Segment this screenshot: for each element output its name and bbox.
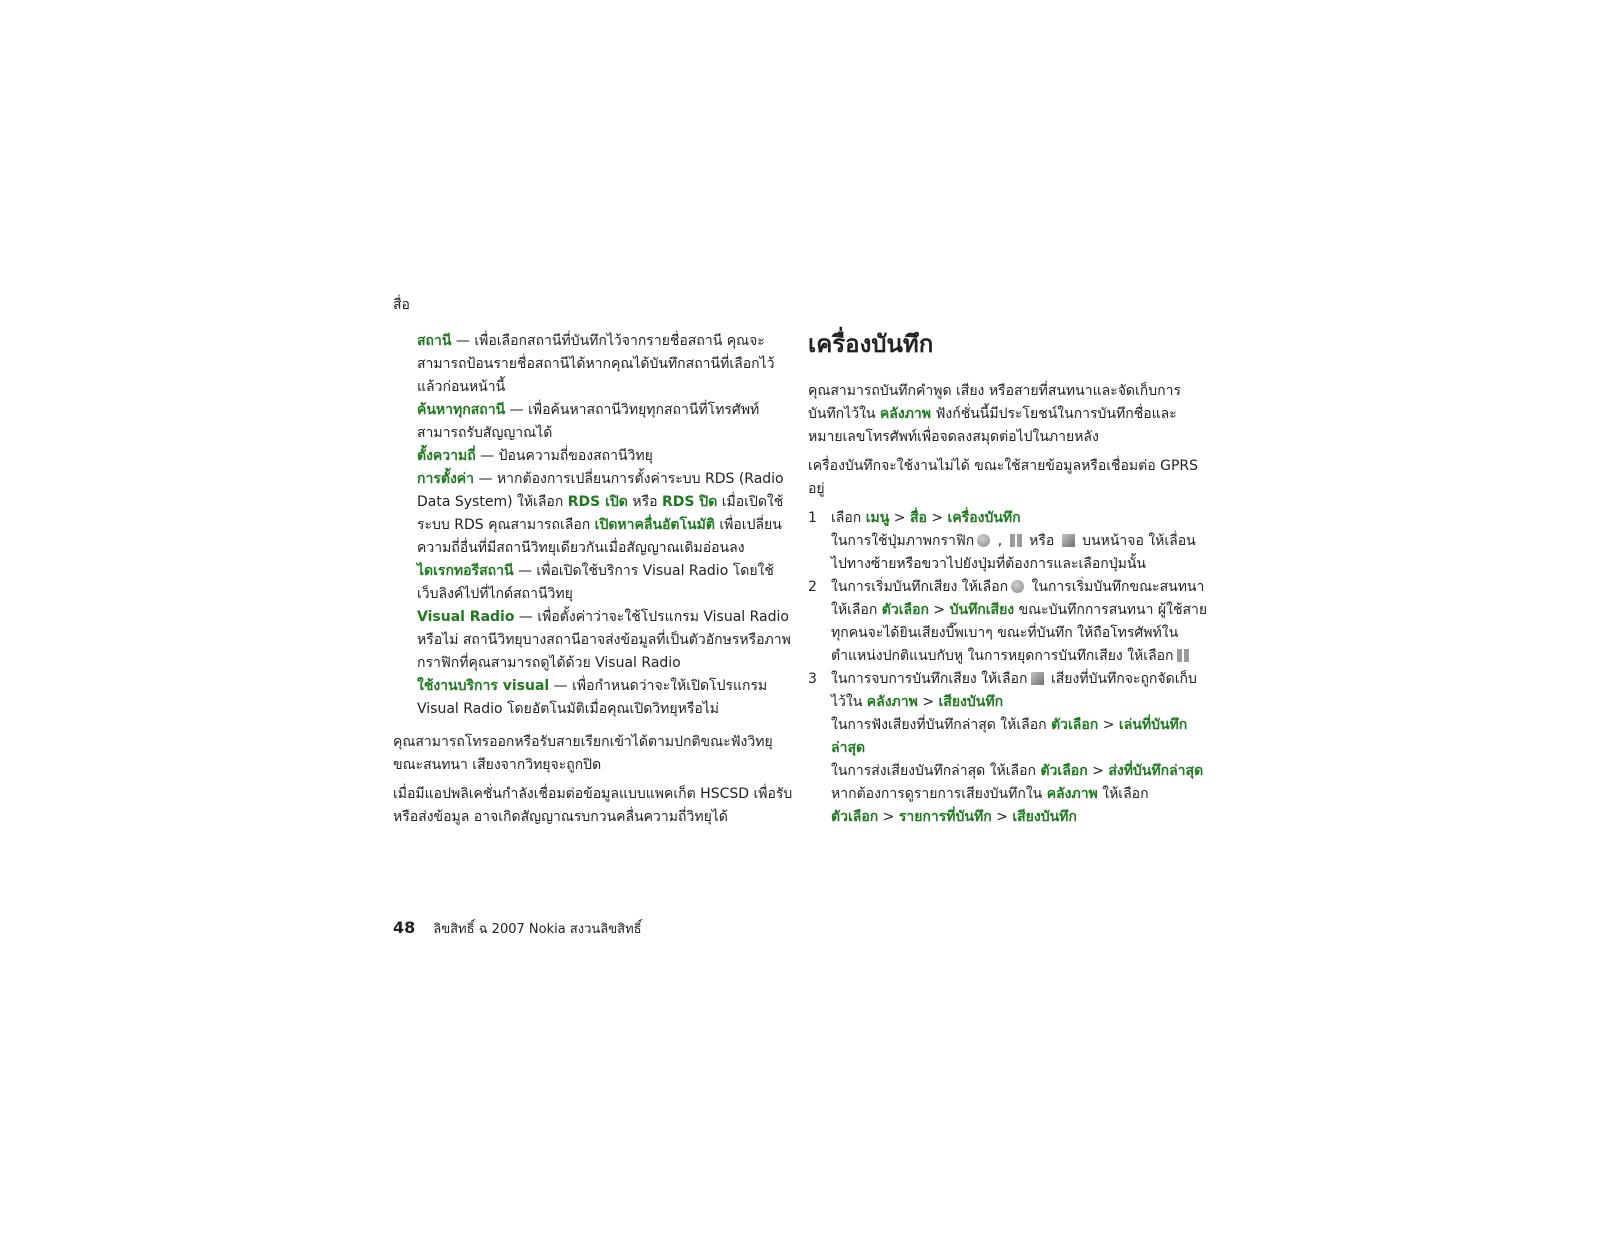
step2-text-b: ในการเริ่มบันทึกขณะสนทนา ให้เลือก: [831, 579, 1205, 618]
recorder-link: เครื่องบันทึก: [947, 510, 1021, 526]
option-set-frequency: [393, 445, 793, 468]
step-2: [808, 576, 1208, 668]
separator: >: [889, 510, 910, 526]
separator: >: [878, 809, 899, 825]
separator: >: [926, 510, 948, 526]
term-visual-radio: Visual Radio: [417, 609, 515, 625]
step-number: 1: [808, 510, 817, 526]
option-stations: [393, 330, 793, 399]
term-station-directory: ไดเรกทอรีสถานี: [417, 563, 514, 579]
step2-text-a: ในการเริ่มบันทึกเสียง ให้เลือก: [831, 579, 1009, 595]
recordings-list-link: รายการที่บันทึก: [898, 809, 992, 825]
intro-text-b: ฟังก์ชั่นนี้มีประโยชน์ในการบันทึกชื่อและหมายเลขโทรศัพท์เพื่อจดลงสมุดต่อไปในภายหลัง: [808, 406, 1177, 445]
separator: >: [1087, 763, 1109, 779]
term-settings: การตั้งค่า: [417, 471, 475, 487]
play-last-link: เล่นที่บันทึกล่าสุด: [831, 717, 1188, 756]
gallery-link: คลังภาพ: [879, 406, 932, 422]
options-link: ตัวเลือก: [881, 602, 929, 618]
step3-text-a: ในการจบการบันทึกเสียง ให้เลือก: [831, 671, 1028, 687]
step-3: [808, 668, 1208, 829]
comma: ,: [993, 533, 1007, 549]
send-last-link: ส่งที่บันทึกล่าสุด: [1108, 763, 1204, 779]
step-number: 2: [808, 579, 817, 595]
hscsd-paragraph: เมื่อมีแอปพลิเคชั่นกำลังเชื่อมต่อข้อมูลแบบแพคเก็ต HSCSD เพื่อรับหรือส่งข้อมูล อาจเกิดสัญญาณรบกวนคลื่นความถี่วิทยุได้: [393, 786, 793, 825]
step1-text-b: ในการใช้ปุ่มภาพกราฟิก: [831, 533, 975, 549]
term-stations: สถานี: [417, 333, 452, 349]
page-number: 48: [393, 918, 416, 937]
term-visual-service: ใช้งานบริการ visual: [417, 678, 550, 694]
record-icon: [977, 534, 990, 547]
left-column: [393, 330, 793, 835]
stop-icon: [1031, 672, 1044, 685]
copyright-text: ลิขสิทธิ์ ฉ 2007 Nokia สงวนลิขสิทธิ์: [433, 922, 642, 937]
separator: >: [991, 809, 1013, 825]
intro-paragraph: [808, 380, 1208, 449]
gallery-link: คลังภาพ: [866, 694, 918, 710]
step2-text-c: ขณะบันทึกการสนทนา ผู้ใช้สายทุกคนจะได้ยินเสียงบี๊พเบาๆ ขณะที่บันทึก ให้ถือโทรศัพท์ในตำแหน่งปกติแนบกับหู ในการหยุดการบันทึกเสียง ให้เลือก: [831, 602, 1208, 664]
desc-visual-radio: — เพื่อตั้งค่าว่าจะใช้โปรแกรม Visual Radio หรือไม่ สถานีวิทยุบางสถานีอาจส่งข้อมูลที่เป็นตัวอักษรหรือภาพกราฟิกที่คุณสามารถดูได้ด้วย Visual Radio: [417, 609, 791, 671]
media-link: สื่อ: [909, 510, 927, 526]
gallery-link: คลังภาพ: [1046, 786, 1098, 802]
desc-stations: — เพื่อเลือกสถานีที่บันทึกไว้จากรายชื่อสถานี คุณจะสามารถป้อนรายชื่อสถานีได้หากคุณได้บันทึกสถานีที่เลือกไว้แล้วก่อนหน้านี้: [417, 333, 775, 395]
menu-link: เมนู: [865, 510, 890, 526]
recordings-link: เสียงบันทึก: [938, 694, 1004, 710]
step1-text-c: บนหน้าจอ ให้เลื่อนไปทางซ้ายหรือขวาไปยังปุ่มที่ต้องการและเลือกปุ่มนั้น: [831, 533, 1196, 572]
desc-station-directory: — เพื่อเปิดใช้บริการ Visual Radio โดยใช้เว็บลิงค์ไปที่ไกด์สถานีวิทยุ: [417, 563, 774, 602]
step3-text-e: หากต้องการดูรายการเสียงบันทึกใน: [831, 786, 1047, 802]
step1-text-a: เลือก: [831, 510, 866, 526]
desc-settings-2: หรือ: [627, 494, 662, 510]
page-footer: [393, 918, 642, 939]
stop-icon: [1062, 534, 1075, 547]
calls-paragraph: คุณสามารถโทรออกหรือรับสายเรียกเข้าได้ตามปกติขณะฟังวิทยุ ขณะสนทนา เสียงจากวิทยุจะถูกปิด: [393, 734, 773, 773]
record-icon: [1011, 580, 1024, 593]
recordings-link: เสียงบันทึก: [1012, 809, 1077, 825]
desc-settings-1: — หากต้องการเปลี่ยนการตั้งค่าระบบ RDS (Radio Data System) ให้เลือก: [417, 471, 784, 510]
separator: >: [917, 694, 939, 710]
desc-settings-3: เมื่อเปิดใช้ระบบ RDS คุณสามารถเลือก: [417, 494, 784, 533]
steps-list: [808, 507, 1208, 829]
or-text: หรือ: [1024, 533, 1059, 549]
pause-icon: [1177, 649, 1189, 662]
separator: >: [1098, 717, 1119, 733]
step3-text-b: เสียงที่บันทึกจะถูกจัดเก็บไว้ใน: [831, 671, 1197, 710]
term-find-all: ค้นหาทุกสถานี: [417, 402, 506, 418]
option-visual-radio: [393, 606, 793, 675]
record-sound-link: บันทึกเสียง: [949, 602, 1015, 618]
term-set-frequency: ตั้งความถี่: [417, 448, 476, 464]
desc-visual-service: — เพื่อกำหนดว่าจะให้เปิดโปรแกรม Visual Radio โดยอัตโนมัติเมื่อคุณเปิดวิทยุหรือไม่: [417, 678, 768, 717]
intro-text-a: คุณสามารถบันทึกคำพูด เสียง หรือสายที่สนทนาและจัดเก็บการบันทึกไว้ใน: [808, 383, 1182, 422]
step-number: 3: [808, 671, 817, 687]
option-visual-service: [393, 675, 793, 721]
rds-off-option: RDS ปิด: [661, 494, 718, 510]
step3-text-c: ในการฟังเสียงที่บันทึกล่าสุด ให้เลือก: [831, 717, 1052, 733]
step3-text-d: ในการส่งเสียงบันทึกล่าสุด ให้เลือก: [831, 763, 1041, 779]
desc-set-frequency: — ป้อนความถี่ของสถานีวิทยุ: [475, 448, 653, 464]
options-link: ตัวเลือก: [831, 809, 879, 825]
right-column: [808, 328, 1208, 829]
step-1: [808, 507, 1208, 576]
section-label: สื่อ: [393, 297, 410, 313]
desc-settings-4: เพื่อเปลี่ยนความถี่อื่นที่มีสถานีวิทยุเดียวกันเมื่อสัญญาณเดิมอ่อนลง: [417, 517, 782, 556]
option-station-directory: [393, 560, 793, 606]
step3-text-f: ให้เลือก: [1097, 786, 1149, 802]
options-link: ตัวเลือก: [1051, 717, 1099, 733]
option-settings: [393, 468, 793, 560]
auto-frequency-option: เปิดหาคลื่นอัตโนมัติ: [594, 517, 715, 533]
desc-find-all: — เพื่อค้นหาสถานีวิทยุทุกสถานีที่โทรศัพท์สามารถรับสัญญาณได้: [417, 402, 760, 441]
rds-on-option: RDS เปิด: [567, 494, 628, 510]
separator: >: [928, 602, 950, 618]
option-find-all: [393, 399, 793, 445]
page-title: เครื่องบันทึก: [808, 330, 934, 358]
pause-icon: [1010, 534, 1022, 547]
gprs-note: เครื่องบันทึกจะใช้งานไม่ได้ ขณะใช้สายข้อมูลหรือเชื่อมต่อ GPRS อยู่: [808, 458, 1199, 497]
options-link: ตัวเลือก: [1040, 763, 1088, 779]
